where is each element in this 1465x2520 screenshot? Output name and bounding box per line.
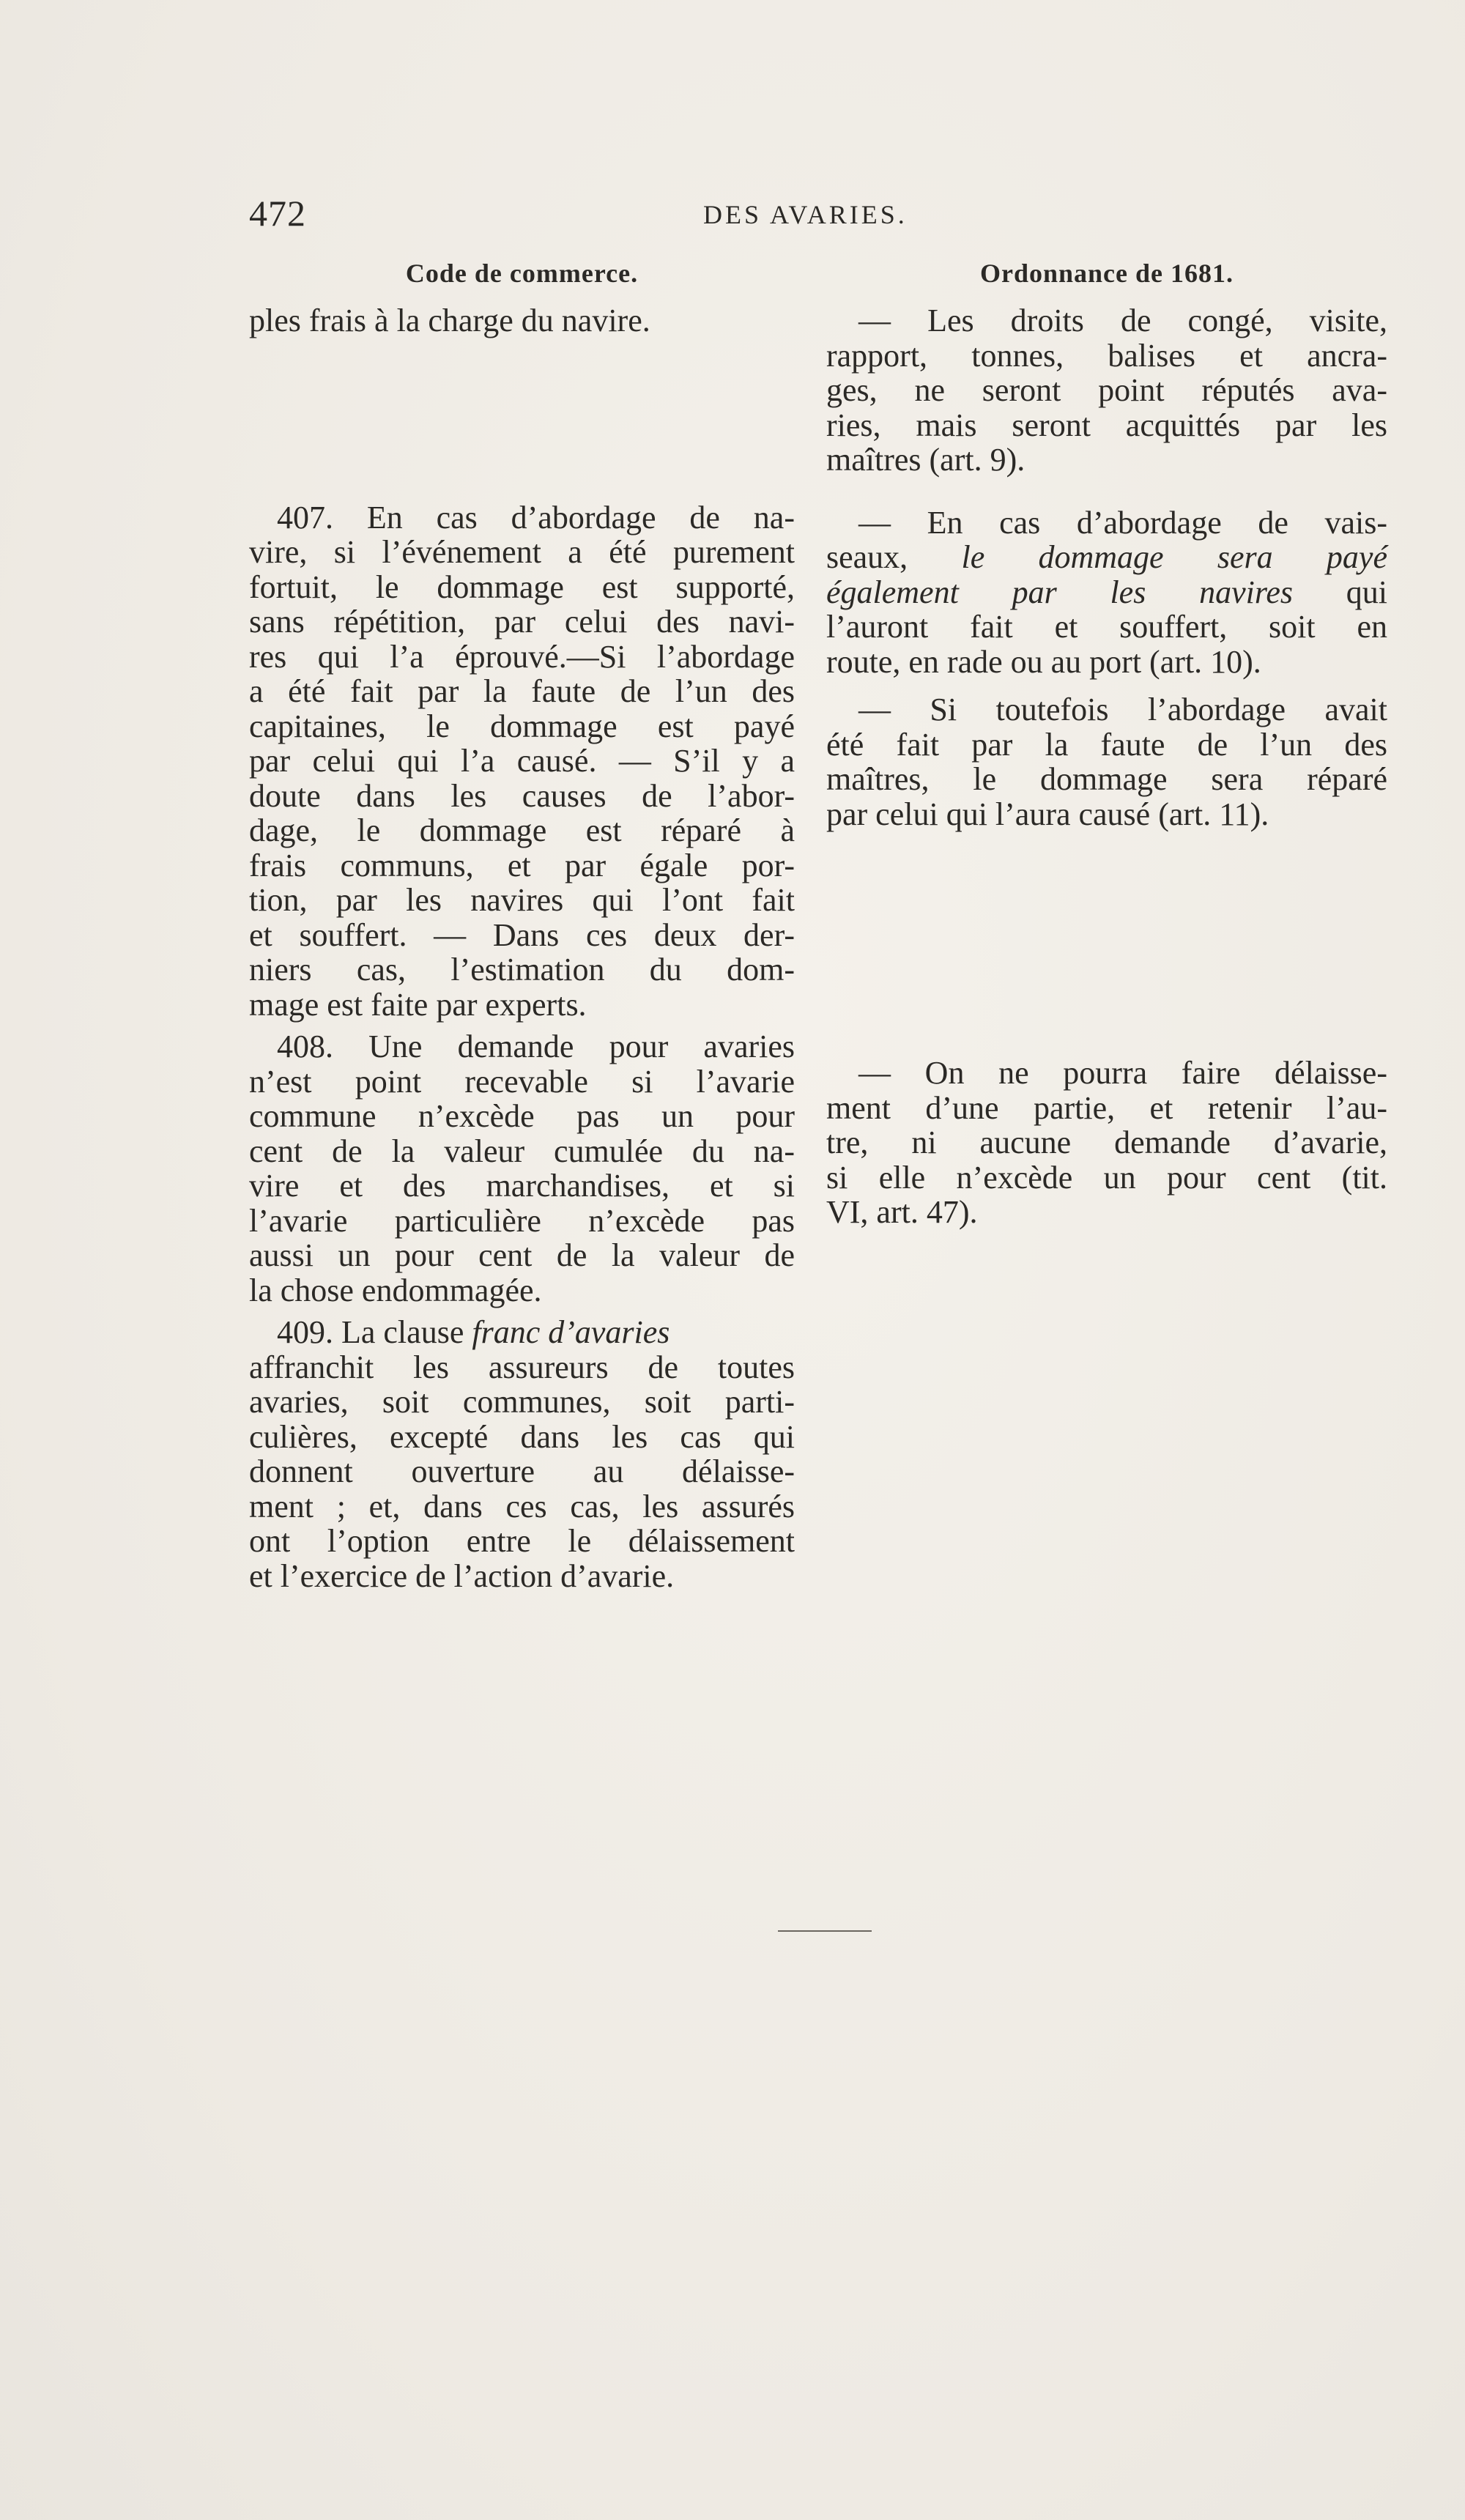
running-title: DES AVARIES. — [703, 200, 908, 229]
text-line: si elle n’excède un pour cent (tit. — [826, 1159, 1387, 1196]
blank-space — [826, 831, 1387, 1056]
right-column-heading: Ordonnance de 1681. — [979, 259, 1234, 288]
italic-fragment: le dommage sera payé — [961, 539, 1387, 575]
text-line: aussi un pour cent de la valeur de — [249, 1237, 795, 1273]
text-line: mage est faite par experts. — [249, 986, 587, 1023]
ordonnance-paragraph-2 — [826, 505, 1387, 680]
text-line: fortuit, le dommage est supporté, — [249, 568, 795, 605]
text-line: niers cas, l’estimation du dom- — [249, 952, 795, 987]
text-line: été fait par la faute de l’un des — [826, 726, 1387, 763]
text-line: culières, excepté dans les cas qui — [249, 1418, 795, 1455]
article-407 — [249, 500, 795, 1023]
text-line: doute dans les causes de l’abor- — [249, 777, 795, 814]
text-line: capitaines, le dommage est payé — [249, 708, 795, 744]
italic-fragment: franc d’avaries — [472, 1314, 670, 1350]
text-fragment: En cas d’abordage de na- — [333, 499, 795, 536]
blank-space — [249, 338, 795, 500]
text-fragment: qui — [1293, 574, 1387, 610]
text-line: VI, art. 47). — [826, 1194, 978, 1230]
ordonnance-paragraph-3 — [826, 692, 1387, 831]
left-column-heading: Code de commerce. — [405, 259, 639, 288]
text-line: l’avarie particulière n’excède pas — [249, 1202, 795, 1239]
text-line — [249, 1029, 795, 1064]
text-line: — En cas d’abordage de vais- — [858, 504, 1387, 541]
article-number: 407. — [277, 499, 333, 536]
text-line: commune n’excède pas un pour — [249, 1098, 795, 1134]
ordonnance-paragraph-4 — [826, 1056, 1387, 1230]
text-fragment: Une demande pour avaries — [333, 1029, 795, 1064]
text-line: maîtres (art. 9). — [826, 442, 1026, 478]
text-fragment: La clause — [333, 1314, 472, 1350]
text-line: et souffert. — Dans ces deux der- — [249, 916, 795, 953]
text-line: et l’exercice de l’action d’avarie. — [249, 1557, 675, 1594]
right-column — [826, 258, 1387, 1230]
text-line: a été fait par la faute de l’un des — [249, 673, 795, 709]
text-line: par celui qui l’aura causé (art. 11). — [826, 796, 1269, 832]
page-header — [249, 192, 1377, 236]
closing-rule — [778, 1930, 872, 1932]
text-line: l’auront fait et souffert, soit en — [826, 609, 1387, 645]
text-line: maîtres, le dommage sera réparé — [826, 761, 1387, 797]
text-line: sans répétition, par celui des navi- — [249, 604, 795, 640]
paragraph-gap — [826, 679, 1387, 692]
text-line: ment d’une partie, et retenir l’au- — [826, 1089, 1387, 1126]
text-line: — On ne pourra faire délaisse- — [858, 1055, 1387, 1091]
text-line: avaries, soit communes, soit parti- — [249, 1384, 795, 1420]
article-number: 408. — [277, 1029, 333, 1064]
italic-fragment: également par les navires — [826, 574, 1293, 610]
text-line: n’est point recevable si l’avarie — [249, 1063, 795, 1100]
article-408 — [249, 1029, 795, 1308]
paragraph-gap — [826, 478, 1387, 505]
text-fragment: seaux, — [826, 539, 962, 575]
text-line: tre, ni aucune demande d’avarie, — [826, 1124, 1387, 1160]
text-line — [826, 540, 1387, 575]
text-line — [249, 500, 795, 536]
text-line: — Si toutefois l’abordage avait — [858, 692, 1387, 727]
text-line: route, en rade ou au port (art. 10). — [826, 643, 1261, 680]
text-line: ples frais à la charge du navire. — [249, 303, 650, 338]
text-line: frais communs, et par égale por- — [249, 847, 795, 883]
text-line: ries, mais seront acquittés par les — [826, 407, 1387, 443]
text-line: donnent ouverture au délaisse- — [249, 1453, 795, 1489]
article-409 — [249, 1315, 795, 1593]
text-line: res qui l’a éprouvé.—Si l’abordage — [249, 638, 795, 675]
text-line: rapport, tonnes, balises et ancra- — [826, 337, 1387, 374]
text-line: la chose endommagée. — [249, 1272, 542, 1308]
text-line: cent de la valeur cumulée du na- — [249, 1133, 795, 1169]
intro-paragraph — [249, 303, 795, 338]
text-line: affranchit les assureurs de toutes — [249, 1349, 795, 1385]
text-line: vire, si l’événement a été purement — [249, 534, 795, 570]
text-line: ges, ne seront point réputés ava- — [826, 372, 1387, 408]
text-line: dage, le dommage est réparé à — [249, 812, 795, 848]
text-line: tion, par les navires qui l’ont fait — [249, 882, 795, 918]
text-line: vire et des marchandises, et si — [249, 1168, 795, 1204]
text-line: — Les droits de congé, visite, — [858, 303, 1387, 338]
left-column — [249, 258, 795, 1593]
text-line: par celui qui l’a causé. — S’il y a — [249, 743, 795, 779]
text-line: ont l’option entre le délaissement — [249, 1523, 795, 1559]
text-line — [826, 575, 1387, 610]
ordonnance-paragraph-1 — [826, 303, 1387, 478]
text-line: ment ; et, dans ces cas, les assurés — [249, 1488, 795, 1524]
text-line — [249, 1315, 795, 1350]
article-number: 409. — [277, 1314, 333, 1350]
page-number: 472 — [249, 193, 306, 234]
